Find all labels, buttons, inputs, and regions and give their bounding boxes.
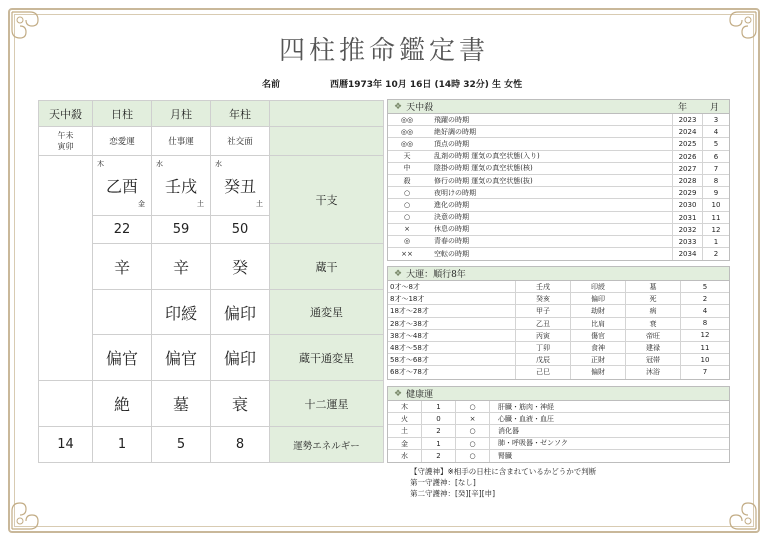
notes (410, 466, 596, 499)
health-mark: ○ (456, 438, 490, 449)
period-mark: 殺 (403, 176, 411, 185)
header-year-pillar: 年柱 (211, 101, 270, 127)
period-mark: × (404, 225, 410, 234)
taiun-rows (388, 281, 729, 379)
taiun-stage: 墓 (626, 281, 681, 292)
kenko-title: 健康運 (406, 390, 434, 400)
table-row (388, 342, 729, 354)
taiun-ganzhi: 乙丑 (516, 318, 571, 329)
taiun-ganzhi: 己巳 (516, 366, 571, 378)
note-line: 第一守護神：[なし] (410, 478, 476, 487)
taiun-ganzhi: 丁卯 (516, 342, 571, 353)
period-month: 6 (702, 151, 729, 162)
organ-list: 消化器 (498, 426, 519, 435)
period-mark: ◎◎ (400, 127, 414, 136)
element-name: 土 (388, 425, 422, 436)
table-row (388, 450, 729, 462)
element-count: 0 (422, 413, 456, 424)
tenchusatsu-panel (387, 99, 730, 261)
taiun-star: 傷官 (571, 330, 626, 341)
taiun-stage: 建禄 (626, 342, 681, 353)
meishiki-table (38, 100, 384, 463)
element-label: 木 (97, 160, 104, 168)
element-name: 水 (388, 450, 422, 462)
period-month: 5 (702, 138, 729, 149)
element-count: 2 (422, 425, 456, 436)
energy-day: 1 (93, 427, 152, 463)
period-month: 7 (702, 163, 729, 174)
table-row (388, 248, 729, 260)
period-label: 空転の時期 (434, 250, 469, 259)
taiun-stage: 冠帯 (626, 354, 681, 365)
table-row (388, 236, 729, 248)
period-mark: 中 (403, 164, 411, 173)
ganzhi-text: 壬戌 (164, 177, 197, 196)
period-label: 乱剤の時期 運気の真空状態(入り) (434, 152, 540, 161)
zoukan-tsuhen-year: 偏印 (211, 335, 270, 381)
period-month: 4 (702, 126, 729, 137)
kanshi-num-year: 50 (211, 216, 270, 244)
table-row (388, 318, 729, 330)
diamond-icon: ❖ (394, 388, 403, 399)
corner-ornament-icon (10, 487, 54, 531)
period-month: 12 (702, 224, 729, 235)
taiun-stage: 帝旺 (626, 330, 681, 341)
zoukan-tsuhen-day: 偏官 (93, 335, 152, 381)
period-month: 8 (702, 175, 729, 186)
tenchusatsu-header (388, 100, 729, 114)
period-year: 2024 (672, 126, 702, 137)
health-mark: ○ (456, 450, 490, 462)
element-name: 木 (388, 401, 422, 412)
organ-list: 肝臓・筋肉・神経 (498, 402, 554, 411)
taiun-stage: 死 (626, 293, 681, 304)
element-label: 水 (156, 160, 163, 168)
taiun-ganzhi: 戊辰 (516, 354, 571, 365)
period-month: 2 (702, 248, 729, 260)
unkei-month: 仕事運 (152, 127, 211, 156)
period-label: 修行の時期 運気の真空状態(抜) (434, 176, 533, 185)
zoukan-year: 癸 (211, 244, 270, 290)
period-label: 進化の時期 (434, 200, 469, 209)
period-label: 青春の時期 (434, 237, 469, 246)
label-energy: 運勢エネルギー (270, 427, 384, 463)
period-month: 11 (702, 212, 729, 223)
tenchusatsu-rows (388, 114, 729, 260)
taiun-num: 8 (702, 319, 708, 328)
table-row (388, 175, 729, 187)
table-row (388, 293, 729, 305)
unkei-day: 恋愛運 (93, 127, 152, 156)
period-year: 2030 (672, 199, 702, 210)
document-title: 四柱推命鑑定書 (278, 36, 489, 66)
health-mark: ○ (456, 425, 490, 436)
age-range: 68才〜78才 (388, 366, 516, 378)
period-month: 10 (702, 199, 729, 210)
table-row (388, 224, 729, 236)
period-year: 2031 (672, 212, 702, 223)
taiun-panel (387, 266, 730, 380)
period-mark: ○ (403, 200, 411, 209)
table-row (388, 330, 729, 342)
table-row (388, 151, 729, 163)
label-zoukan-tsuhen: 蔵干通変星 (270, 335, 384, 381)
table-row (388, 401, 729, 413)
age-range: 18才〜28才 (388, 305, 516, 316)
taiun-num: 11 (700, 343, 710, 352)
tenchusatsu-text: 午未 寅卯 (57, 131, 74, 151)
juniun-year: 衰 (211, 381, 270, 427)
period-year: 2027 (672, 163, 702, 174)
taiun-star: 偏財 (571, 366, 626, 378)
table-row (388, 138, 729, 150)
period-label: 頂点の時期 (434, 139, 469, 148)
table-row (388, 425, 729, 437)
age-range: 28才〜38才 (388, 318, 516, 329)
energy-year: 8 (211, 427, 270, 463)
zoukan-day: 辛 (93, 244, 152, 290)
kanshi-month (152, 156, 211, 216)
taiun-star: 劫財 (571, 305, 626, 316)
taiun-ganzhi: 甲子 (516, 305, 571, 316)
tenchusatsu-title: 天中殺 (406, 103, 434, 113)
table-row (388, 305, 729, 317)
note-line: 【守護神】※相手の日柱に含まれているかどうかで判断 (410, 467, 597, 476)
taiun-num: 12 (700, 331, 710, 340)
header-tenchusatsu: 天中殺 (39, 101, 93, 127)
kanshi-day (93, 156, 152, 216)
age-range: 0才〜8才 (388, 281, 516, 292)
table-row (388, 187, 729, 199)
year-col-label: 年 (678, 103, 688, 113)
table-row (388, 438, 729, 450)
period-mark: ○ (403, 213, 411, 222)
table-row (388, 366, 729, 378)
tsuhen-year: 偏印 (211, 290, 270, 335)
table-row (388, 126, 729, 138)
period-year: 2025 (672, 138, 702, 149)
month-col-label: 月 (710, 103, 720, 113)
taiun-title: 大運：順行8年 (406, 270, 466, 280)
table-row (388, 114, 729, 126)
label-juniun: 十二運星 (270, 381, 384, 427)
period-year: 2034 (672, 248, 702, 260)
table-row (388, 199, 729, 211)
taiun-ganzhi: 癸亥 (516, 293, 571, 304)
period-label: 飛躍の時期 (434, 115, 469, 124)
element-count: 1 (422, 401, 456, 412)
header-day-pillar: 日柱 (93, 101, 152, 127)
period-year: 2028 (672, 175, 702, 186)
taiun-num: 10 (700, 355, 710, 364)
taiun-star: 正財 (571, 354, 626, 365)
taiun-star: 印綬 (571, 281, 626, 292)
header-blank (270, 101, 384, 127)
corner-ornament-icon (714, 487, 758, 531)
element-count: 2 (422, 450, 456, 462)
period-label: 夜明けの時期 (434, 188, 476, 197)
period-mark: ◎◎ (400, 139, 414, 148)
label-blank (270, 127, 384, 156)
period-label: 休息の時期 (434, 225, 469, 234)
label-kanshi: 干支 (270, 156, 384, 244)
kanshi-num-month: 59 (152, 216, 211, 244)
period-mark: ×× (401, 250, 413, 259)
period-mark: ◎ (403, 237, 411, 246)
period-month: 3 (702, 114, 729, 125)
table-row (388, 163, 729, 175)
table-row (388, 212, 729, 224)
tenchusatsu-value (39, 127, 93, 156)
diamond-icon: ❖ (394, 268, 403, 279)
age-range: 8才〜18才 (388, 293, 516, 304)
element-label: 金 (138, 200, 145, 208)
taiun-star: 食神 (571, 342, 626, 353)
taiun-stage: 沐浴 (626, 366, 681, 378)
label-zoukan: 蔵干 (270, 244, 384, 290)
energy-month: 5 (152, 427, 211, 463)
juniun-day: 絶 (93, 381, 152, 427)
taiun-star: 偏印 (571, 293, 626, 304)
taiun-stage: 病 (626, 305, 681, 316)
age-range: 58才〜68才 (388, 354, 516, 365)
taiun-num: 5 (702, 282, 708, 291)
age-range: 38才〜48才 (388, 330, 516, 341)
organ-list: 腎臓 (498, 451, 512, 460)
period-year: 2029 (672, 187, 702, 198)
period-label: 絶好調の時期 (434, 127, 476, 136)
taiun-num: 7 (702, 368, 708, 377)
period-month: 9 (702, 187, 729, 198)
organ-list: 心臓・血液・血圧 (498, 414, 554, 423)
tsuhen-month: 印綬 (152, 290, 211, 335)
period-label: 決意の時期 (434, 213, 469, 222)
kenko-rows (388, 401, 729, 462)
period-year: 2032 (672, 224, 702, 235)
ganzhi-text: 癸丑 (223, 177, 256, 196)
energy-total: 14 (39, 427, 93, 463)
birth-info: 西暦1973年 10月 16日 (14時 32分) 生 女性 (330, 80, 523, 90)
period-label: 陰掛の時期 運気の真空状態(核) (434, 164, 533, 173)
period-mark: 天 (403, 152, 411, 161)
ganzhi-text: 乙酉 (105, 177, 138, 196)
taiun-num: 4 (702, 306, 708, 315)
period-year: 2023 (672, 114, 702, 125)
taiun-stage: 衰 (626, 318, 681, 329)
element-label: 土 (256, 200, 263, 208)
zoukan-month: 辛 (152, 244, 211, 290)
diamond-icon: ❖ (394, 101, 403, 112)
table-row (388, 354, 729, 366)
taiun-ganzhi: 壬戌 (516, 281, 571, 292)
note-line: 第二守護神：[癸][辛][申] (410, 489, 496, 498)
element-label: 土 (197, 200, 204, 208)
health-mark: × (456, 413, 490, 424)
period-year: 2026 (672, 151, 702, 162)
taiun-header (388, 267, 729, 281)
age-range: 48才〜58才 (388, 342, 516, 353)
health-mark: ○ (456, 401, 490, 412)
kenko-header (388, 387, 729, 401)
tenchusatsu-spacer (39, 156, 93, 381)
label-tsuhen: 通変星 (270, 290, 384, 335)
taiun-star: 比肩 (571, 318, 626, 329)
element-name: 金 (388, 438, 422, 449)
period-mark: ○ (403, 188, 411, 197)
table-row (388, 413, 729, 425)
kanshi-year (211, 156, 270, 216)
taiun-num: 2 (702, 294, 708, 303)
zoukan-tsuhen-month: 偏官 (152, 335, 211, 381)
period-mark: ◎◎ (400, 115, 414, 124)
unkei-year: 社交面 (211, 127, 270, 156)
period-month: 1 (702, 236, 729, 247)
element-name: 火 (388, 413, 422, 424)
kanshi-num-day: 22 (93, 216, 152, 244)
juniun-month: 墓 (152, 381, 211, 427)
name-label: 名前 (262, 80, 281, 90)
kenko-panel (387, 386, 730, 463)
element-count: 1 (422, 438, 456, 449)
organ-list: 肺・呼吸器・ゼンソク (498, 439, 568, 448)
taiun-ganzhi: 丙寅 (516, 330, 571, 341)
period-year: 2033 (672, 236, 702, 247)
header-month-pillar: 月柱 (152, 101, 211, 127)
table-row (388, 281, 729, 293)
tsuhen-day (93, 290, 152, 335)
juniun-spacer (39, 381, 93, 427)
element-label: 水 (215, 160, 222, 168)
